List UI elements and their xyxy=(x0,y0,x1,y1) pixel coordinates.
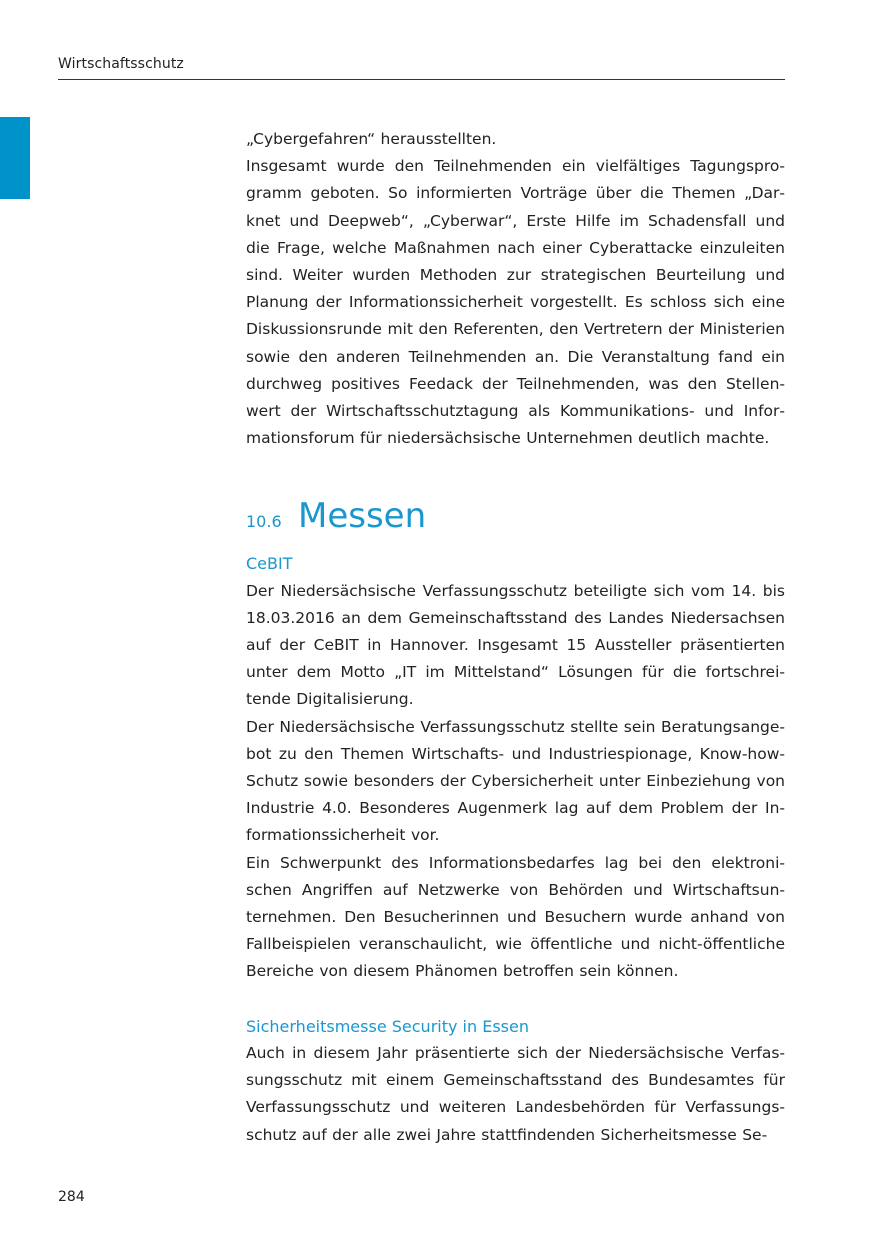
section-number: 10.6 xyxy=(246,512,282,532)
security-paragraph: Auch in diesem Jahr präsentierte sich der Niedersächsische Verfassungsschutz mit einem Gemeinschaftsstand des Bundesamtes für Verfassungsschutz und weiteren Landesbehörden für Verfassungsschutz auf der alle zwei Jahre stattfindenden Sicherheitsmesse Se- xyxy=(246,1043,785,1144)
page-number: 284 xyxy=(58,1189,85,1205)
main-content xyxy=(246,126,785,1149)
subheading-security-essen: Sicherheitsmesse Security in Essen xyxy=(246,1016,529,1036)
cebit-paragraph: Ein Schwerpunkt des Informationsbedarfes lag bei den elektronischen Angriffen auf Netzwerke von Behörden und Wirtschaftsunternehmen. Den Besucherinnen und Besuchern wurde anhand von Fallbeispielen veranschaulicht, wie öffentliche und nicht-öffentliche Bereiche von diesem Phänomen betroffen sein können. xyxy=(246,853,785,981)
cebit-paragraph: Der Niedersächsische Verfassungsschutz stellte sein Beratungsangebot zu den Themen Wirtschafts- und Industriespionage, Know-how-Schutz sowie besonders der Cybersicherheit unter Einbeziehung von Industrie 4.0. Besonderes Augenmerk lag auf dem Problem der Informationssicherheit vor. xyxy=(246,717,785,845)
header-rule xyxy=(58,79,785,80)
chapter-tab-marker xyxy=(0,117,30,199)
running-header: Wirtschaftsschutz xyxy=(58,56,184,72)
intro-paragraph: Insgesamt wurde den Teilnehmenden ein vielfältiges Tagungsprogramm geboten. So informierten Vorträge über die Themen „Darknet und Deepweb“, „Cyberwar“, Erste Hilfe im Schadensfall und die Frage, welche Maßnahmen nach einer Cyberattacke einzuleiten sind. Weiter wurden Methoden zur strategischen Beurteilung und Planung der Informationssicherheit vorgestellt. Es schloss sich eine Diskussionsrunde mit den Referenten, den Vertretern der Ministerien sowie den anderen Teilnehmenden an. Die Veranstaltung fand ein durchweg positives Feedack der Teilnehmenden, was den Stellenwert der Wirtschaftsschutztagung als Kommunikations- und Informationsforum für niedersächsische Unternehmen deutlich machte. xyxy=(246,157,785,448)
section-heading xyxy=(246,496,785,536)
cebit-paragraph: Der Niedersächsische Verfassungsschutz beteiligte sich vom 14. bis 18.03.2016 an dem Gemeinschaftsstand des Landes Niedersachsen auf der CeBIT in Hannover. Insgesamt 15 Aussteller präsentierten unter dem Motto „IT im Mittelstand“ Lösungen für die fortschreitende Digitalisierung. xyxy=(246,581,785,709)
section-title: Messen xyxy=(298,496,427,537)
subheading-cebit: CeBIT xyxy=(246,554,293,574)
intro-paragraph: „Cybergefahren“ herausstellten. xyxy=(246,130,497,148)
